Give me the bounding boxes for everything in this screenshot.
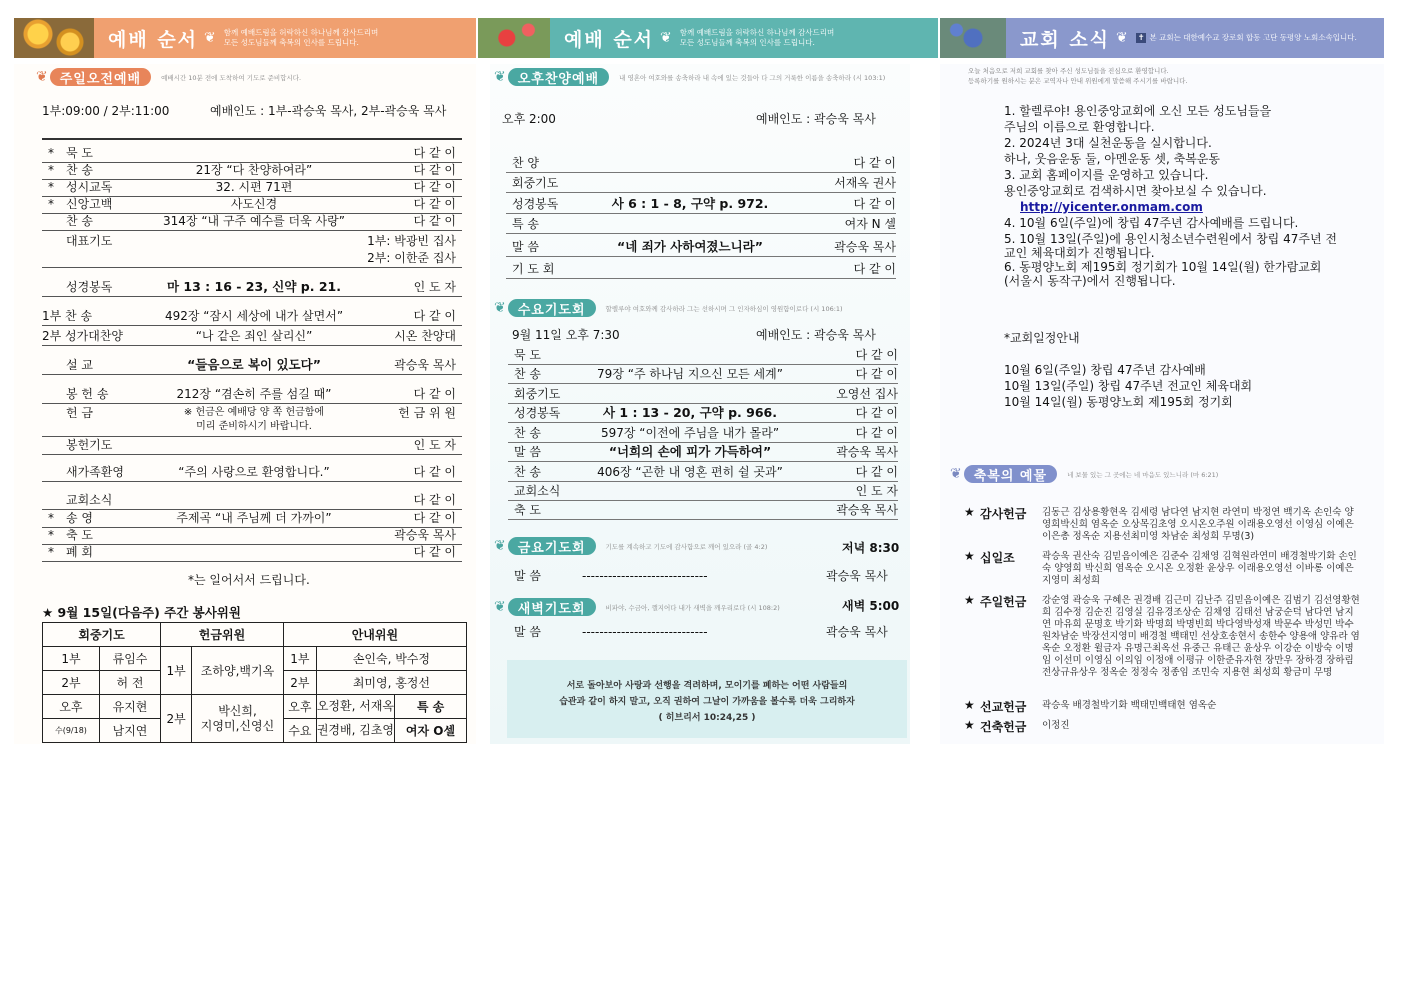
news-item: 주님의 이름으로 환영합니다.: [1004, 120, 1155, 134]
offering-star: ★: [964, 593, 975, 607]
order-content: 사 1 : 13 - 20, 구약 p. 966.: [603, 405, 777, 420]
order-content: 주제곡 “내 주님께 더 가까이”: [176, 511, 332, 525]
order-person: 인 도 자: [413, 438, 456, 452]
divider: [42, 436, 462, 437]
bible-quote: [507, 660, 907, 738]
banner-title: 교회 소식: [1020, 28, 1111, 51]
section-note: 할렐루야 여호와께 감사하라 그는 선하시며 그 인자하심이 영원함이로다 (시 106:1): [605, 304, 843, 313]
order-person: 서재옥 권사: [834, 176, 896, 190]
order-person: 다 같 이: [853, 197, 896, 211]
divider: [42, 374, 462, 375]
table-row: [43, 647, 467, 671]
service-time: 9월 11일 오후 7:30: [512, 328, 620, 342]
order-label: 2부 성가대찬양: [42, 329, 124, 343]
order-person: 곽승욱 목사: [394, 358, 456, 372]
order-person: 다 같 이: [855, 465, 898, 479]
table-row: [43, 695, 467, 719]
order-content: 314장 “내 구주 예수를 더욱 사랑”: [163, 214, 345, 228]
section-note: 내 영혼아 여호와를 송축하라 내 속에 있는 것들아 다 그의 거룩한 이름을 송축하라 (시 103:1): [619, 73, 886, 82]
order-content: 마 13 : 16 - 23, 신약 p. 21.: [167, 279, 341, 294]
order-label: 헌 금: [66, 406, 93, 420]
order-content: 212장 “겸손히 주를 섬길 때”: [176, 387, 332, 401]
divider: [508, 519, 898, 520]
quote-ref: ( 히브리서 10:24,25 ): [658, 713, 756, 723]
order-label: 새가족환영: [66, 465, 124, 479]
table-cell: 여자 O셀: [405, 724, 456, 738]
divider: [42, 179, 462, 180]
order-label: 말 씀: [514, 445, 541, 459]
divider: [508, 383, 898, 384]
order-label: 찬 양: [512, 156, 539, 170]
offering-star: ★: [964, 698, 975, 712]
order-content: 32. 시편 71편: [215, 180, 293, 194]
volunteer-table: [42, 622, 467, 743]
welcome-note: 오늘 처음으로 저희 교회를 찾아 주신 성도님들을 진심으로 환영합니다. 등록하기를 원하시는 분은 교역자나 안내 위원에게 말씀해 주시기를 바랍니다.: [968, 67, 1188, 85]
divider: [506, 172, 896, 173]
leaf-icon: ❦: [494, 538, 506, 554]
banner-title: 예배 순서: [108, 28, 199, 51]
required-star: *: [48, 511, 54, 525]
order-content: “들음으로 복이 있도다”: [187, 357, 321, 372]
order-label: 신앙고백: [66, 197, 113, 211]
required-star: *: [48, 146, 54, 160]
required-star: *: [48, 163, 54, 177]
order-person: 다 같 이: [413, 214, 456, 228]
service-leader: 예배인도 : 곽승욱 목사: [756, 328, 876, 342]
offering-names: 김동근 김상용황현옥 김세령 남다연 남지현 라연미 박정연 백기옥 손인숙 양영희박신희 염옥순 오상목김초영 오시온오주원 이래용오영선 이영심 이예은 이은총 정옥순 지용선최미영 차남순 최성희 무명(3): [1042, 507, 1354, 542]
order-label: 찬 송: [514, 367, 541, 381]
order-content: “너희의 손에 피가 가득하여”: [608, 444, 772, 459]
order-person: 1부: 박광빈 집사: [367, 234, 456, 248]
dash-line: -----------------------------: [582, 625, 708, 639]
flower-photo: [940, 18, 1006, 58]
order-label: 말 씀: [514, 625, 541, 639]
required-star: *: [48, 180, 54, 194]
divider: [506, 233, 896, 234]
order-person: 다 같 이: [413, 511, 456, 525]
required-star: *: [48, 528, 54, 542]
order-label: 말 씀: [514, 569, 541, 583]
news-item: 용인중앙교회로 검색하시면 찾아보실 수 있습니다.: [1004, 184, 1267, 198]
table-cell: 류임수: [99, 647, 160, 671]
table-cell: 1부: [283, 647, 316, 671]
order-label: 교회소식: [514, 484, 561, 498]
leaf-icon: ❦: [660, 30, 672, 46]
order-label: 기 도 회: [512, 262, 555, 276]
divider: [42, 138, 462, 140]
table-row: [43, 623, 467, 647]
order-person: 다 같 이: [413, 197, 456, 211]
order-person: 다 같 이: [855, 406, 898, 420]
table-cell: 최미영, 홍정선: [316, 671, 466, 695]
order-person: 여자 N 셀: [844, 217, 896, 231]
leaf-icon: ❦: [494, 69, 506, 85]
divider: [506, 213, 896, 214]
news-item: 4. 10월 6일(주일)에 창립 47주년 감사예배를 드립니다.: [1004, 216, 1299, 230]
service-time: 저녁 8:30: [842, 541, 900, 555]
order-person: 곽승욱 목사: [836, 503, 898, 517]
order-person: 오영선 집사: [836, 387, 898, 401]
divider: [506, 278, 896, 279]
table-cell: 유지현: [99, 695, 160, 719]
order-person: 헌 금 위 원: [398, 406, 456, 420]
leaf-icon: ❦: [204, 30, 216, 46]
table-cell: 2부: [161, 695, 192, 743]
divider: [42, 481, 462, 482]
news-item: 1. 할렐루야! 용인중앙교회에 오신 모든 성도님들을: [1004, 104, 1272, 118]
section-note: 기도를 계속하고 기도에 감사함으로 깨어 있으라 (골 4:2): [605, 542, 768, 551]
table-cell: 2부: [43, 671, 100, 695]
news-item: 5. 10월 13일(주일)에 용인시청소년수련원에서 창립 47주년 전: [1004, 232, 1337, 246]
order-content: 492장 “잠시 세상에 내가 살면서”: [164, 309, 344, 323]
offering-label: 선교헌금: [980, 700, 1027, 714]
divider: [508, 461, 898, 462]
divider: [506, 256, 896, 257]
offering-label: 주일헌금: [980, 595, 1027, 609]
banner-subtitle: 모든 성도님들께 축복의 인사를 드립니다.: [223, 38, 359, 47]
banner-title: 예배 순서: [564, 28, 655, 51]
schedule-item: 10월 13일(주일) 창립 47주년 전교인 체육대회: [1004, 379, 1253, 393]
order-person: 다 같 이: [413, 309, 456, 323]
homepage-link[interactable]: http://yicenter.onmam.com: [1020, 200, 1203, 214]
order-person: 다 같 이: [413, 387, 456, 401]
divider: [42, 454, 462, 455]
order-person: 인 도 자: [413, 280, 456, 294]
table-cell: 특 송: [416, 700, 445, 714]
order-label: 설 교: [66, 358, 93, 372]
order-person: 인 도 자: [855, 484, 898, 498]
order-content: 597장 “이전에 주님을 내가 몰라”: [600, 426, 780, 440]
news-item: 하나, 웃음운동 둘, 아멘운동 셋, 축복운동: [1004, 152, 1220, 166]
order-person: 곽승욱 목사: [394, 528, 456, 542]
order-label: 축 도: [514, 503, 541, 517]
order-content: 사도신경: [230, 197, 278, 211]
section-note: 네 보물 있는 그 곳에는 네 마음도 있느니라 (마 6:21): [1067, 470, 1219, 479]
order-content: 79장 “주 하나님 지으신 모든 세계”: [597, 367, 783, 381]
banner-subtitle: ✝ 본 교회는 대한예수교 장로회 합동 고단 동평양 노회소속입니다.: [1137, 33, 1357, 42]
order-label: 회중기도: [512, 176, 559, 190]
table-cell: 권경배, 김초영: [317, 719, 395, 742]
order-person: 2부: 이한준 집사: [367, 251, 456, 265]
table-header: 회중기도: [43, 623, 161, 647]
order-content: ※ 헌금은 예배당 양 쪽 헌금함에: [183, 407, 325, 418]
order-label: 축 도: [66, 528, 93, 542]
order-label: 찬 송: [66, 214, 93, 228]
table-header: 헌금위원: [161, 623, 284, 647]
banner-subtitle: 함께 예배드림을 허락하신 하나님께 감사드리며: [223, 28, 379, 37]
offering-names: 강순영 곽승욱 구혜은 권경배 김근미 김난주 김믿음이예은 김범기 김선영황현희 김수정 김순진 김영실 김유경조상순 김채영 김태선 남궁순덕 남다연 남지연 마유희 문명호 박기화 박명희 박명빈희 박다영박성재 박문수 박성민 박수원차남순 박장선지영미 배경철 백태민 선상호송현서 송한수 양용애 양유라 염옥순 오정환 윌금자 유명근최옥선 유중근 유태근 윤상우 이강순 이방숙 이명임 이선미 이영심 이의임 이정애 이평규 이한준유자현 장만우 장하경 장하림 전상규유상우 정옥순 정정숙 정종임 조민숙 지용현 최성희 황금미 무명: [1042, 595, 1360, 678]
section-title: 새벽기도회: [508, 598, 596, 616]
volunteer-title: ★ 9월 15일(다음주) 주간 봉사위원: [42, 605, 241, 620]
offering-names: 이정진: [1042, 720, 1070, 731]
leaf-icon: ❦: [1116, 30, 1128, 46]
service-leader: 예배인도 : 1부-곽승욱 목사, 2부-곽승욱 목사: [210, 104, 447, 118]
divider: [42, 230, 462, 231]
table-cell: 수요: [283, 719, 316, 743]
section-note: 비파야, 수금아, 깰지어다 내가 새벽을 깨우리로다 (시 108:2): [605, 603, 780, 612]
table-cell: 박신희,: [218, 703, 257, 718]
leaf-icon: ❦: [950, 466, 962, 482]
schedule-title: *교회일정안내: [1004, 331, 1080, 345]
order-person: 시온 찬양대: [394, 329, 456, 343]
section-note: 예배시간 10분 전에 도착하여 기도로 준비합시다.: [161, 73, 302, 82]
divider: [42, 527, 462, 528]
table-cell: 허 전: [99, 671, 160, 695]
schedule-item: 10월 14일(월) 동평양노회 제195회 정기회: [1004, 395, 1233, 409]
service-leader: 예배인도 : 곽승욱 목사: [756, 112, 876, 126]
order-person: 다 같 이: [855, 348, 898, 362]
table-cell: 오정환, 서재옥: [317, 695, 395, 718]
divider: [508, 422, 898, 423]
quote-line: 서로 돌아보아 사랑과 선행을 격려하며, 모이기를 폐하는 어떤 사람들의: [566, 681, 848, 691]
order-content: 406장 “곤한 내 영혼 편히 쉴 곳과”: [597, 465, 783, 479]
order-label: 성경봉독: [66, 280, 113, 294]
section-title: 주일오전예배: [50, 68, 151, 86]
order-label: 회중기도: [514, 387, 561, 401]
banner-church-news: [940, 18, 1384, 58]
order-person: 곽승욱 목사: [836, 445, 898, 459]
order-person: 곽승욱 목사: [826, 569, 888, 583]
order-person: 곽승욱 목사: [826, 625, 888, 639]
offering-names: 곽승욱 배경철박기화 백태민백태현 염옥순: [1042, 700, 1217, 711]
order-person: 다 같 이: [855, 426, 898, 440]
news-item: 2. 2024년 3대 실천운동을 실시합니다.: [1004, 136, 1212, 150]
divider: [42, 325, 462, 326]
section-title: 오후찬양예배: [508, 68, 609, 86]
order-person: 다 같 이: [413, 545, 456, 559]
order-label: 말 씀: [512, 240, 539, 254]
section-title: 축복의 예물: [964, 465, 1057, 483]
news-item: 6. 동평양노회 제195회 정기회가 10월 14일(월) 한가람교회: [1004, 260, 1322, 274]
cross-icon: ✝: [1137, 33, 1145, 42]
order-label: 성경봉독: [514, 406, 561, 420]
divider: [42, 544, 462, 545]
divider: [42, 296, 462, 297]
order-person: 다 같 이: [413, 493, 456, 507]
order-content: “네 죄가 사하여졌느니라”: [617, 239, 763, 254]
quote-line: 습관과 같이 하지 말고, 오직 권하여 그날이 가까움을 볼수록 더욱 그리하자: [559, 697, 855, 707]
table-cell: 지영미,신영신: [200, 718, 275, 733]
stand-note: *는 일어서서 드립니다.: [188, 573, 310, 587]
order-label: 봉 헌 송: [66, 387, 109, 401]
order-person: 다 같 이: [413, 146, 456, 160]
table-cell: 수(9/18): [43, 719, 100, 743]
order-label: 송 영: [66, 511, 93, 525]
order-label: 봉헌기도: [66, 438, 113, 452]
service-time: 새벽 5:00: [842, 599, 900, 613]
divider: [42, 196, 462, 197]
order-person: 다 같 이: [855, 367, 898, 381]
order-person: 곽승욱 목사: [834, 240, 896, 254]
divider: [42, 509, 462, 510]
banner-worship-order-2: [478, 18, 938, 58]
divider: [42, 561, 462, 562]
offering-star: ★: [964, 505, 975, 519]
required-star: *: [48, 197, 54, 211]
order-person: 다 같 이: [413, 465, 456, 479]
order-content: 미리 준비하시기 바랍니다.: [196, 421, 312, 432]
news-item: 3. 교회 홈페이지를 운영하고 있습니다.: [1004, 168, 1209, 182]
order-content: “주의 사랑으로 환영합니다.”: [178, 465, 330, 479]
divider: [42, 213, 462, 214]
order-label: 성경봉독: [512, 197, 559, 211]
offering-label: 십일조: [980, 551, 1015, 565]
table-cell: 오후: [43, 695, 100, 719]
order-content: 사 6 : 1 - 8, 구약 p. 972.: [611, 196, 769, 211]
banner-subtitle: 모든 성도님들께 축복의 인사를 드립니다.: [679, 38, 815, 47]
order-content: “나 같은 죄인 살리신”: [195, 329, 313, 343]
order-label: 찬 송: [514, 465, 541, 479]
order-label: 대표기도: [66, 234, 113, 248]
order-label: 찬 송: [514, 426, 541, 440]
service-time: 오후 2:00: [502, 112, 556, 126]
order-label: 찬 송: [66, 163, 93, 177]
news-item: (서울시 동작구)에서 진행됩니다.: [1004, 274, 1176, 288]
schedule-item: 10월 6일(주일) 창립 47주년 감사예배: [1004, 363, 1206, 377]
offering-star: ★: [964, 549, 975, 563]
order-label: 특 송: [512, 217, 539, 231]
dash-line: -----------------------------: [582, 569, 708, 583]
order-label: 교회소식: [66, 493, 113, 507]
leaf-icon: ❦: [36, 69, 48, 85]
required-star: *: [48, 545, 54, 559]
flower-photo: [14, 18, 94, 58]
order-person: 다 같 이: [413, 180, 456, 194]
order-label: 묵 도: [514, 348, 541, 362]
divider: [42, 345, 462, 346]
order-person: 다 같 이: [853, 262, 896, 276]
table-cell: 2부: [283, 671, 316, 695]
table-header: 안내위원: [283, 623, 466, 647]
divider: [42, 403, 462, 404]
section-title: 수요기도회: [508, 299, 596, 317]
news-item: 교인 체육대회가 진행됩니다.: [1004, 246, 1155, 260]
order-person: 다 같 이: [413, 163, 456, 177]
flower-photo: [478, 18, 550, 58]
offering-names: 곽승욱 권산숙 김믿음이예은 김준수 김채영 김혁원라연미 배경철박기화 손인숙 양영희 박신희 염옥순 오시온 오정환 윤상우 이래용오영선 이바롱 이예은 지영미 최성희: [1042, 551, 1357, 586]
leaf-icon: ❦: [494, 300, 506, 316]
service-time: 1부:09:00 / 2부:11:00: [42, 104, 170, 118]
table-cell: 오후: [283, 695, 316, 719]
order-person: 다 같 이: [853, 156, 896, 170]
order-label: 묵 도: [66, 146, 93, 160]
table-cell: 남지연: [99, 719, 160, 743]
offering-label: 감사헌금: [980, 507, 1027, 521]
section-title: 금요기도회: [508, 537, 596, 555]
table-cell: 1부: [161, 647, 192, 695]
order-label: 1부 찬 송: [42, 309, 93, 323]
order-label: 폐 회: [66, 545, 93, 559]
offering-label: 건축헌금: [980, 720, 1027, 734]
banner-worship-order-1: [14, 18, 476, 58]
divider: [42, 267, 462, 268]
table-cell: 조하양,백기옥: [192, 647, 284, 695]
order-label: 성시교독: [66, 180, 113, 194]
divider: [506, 192, 896, 193]
offering-star: ★: [964, 718, 975, 732]
table-cell: 손인숙, 박수정: [316, 647, 466, 671]
order-content: 21장 “다 찬양하여라”: [195, 163, 313, 177]
leaf-icon: ❦: [494, 599, 506, 615]
divider: [42, 162, 462, 163]
table-cell: 1부: [43, 647, 100, 671]
banner-subtitle: 함께 예배드림을 허락하신 하나님께 감사드리며: [679, 28, 835, 37]
